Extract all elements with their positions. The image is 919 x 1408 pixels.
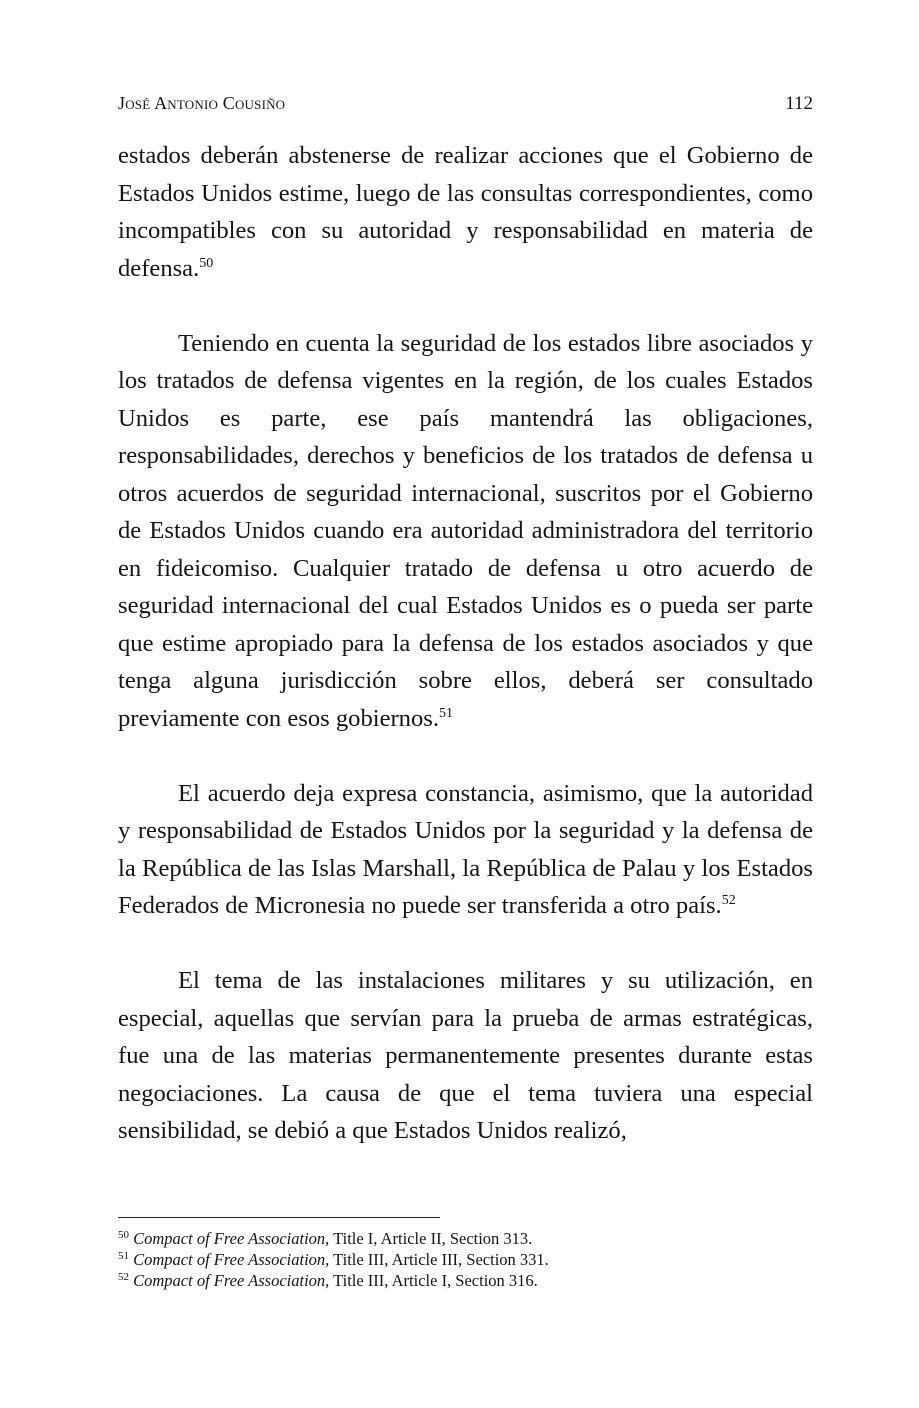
paragraph-text: estados deberán abstenerse de realizar acciones que el Gobierno de Estados Unidos estime, luego de las consultas correspondientes, como incompatibles con su autoridad y responsabilidad en materia de defensa. xyxy=(118,142,813,282)
footnote-source-title: Compact of Free Association, xyxy=(133,1271,330,1290)
paragraph xyxy=(118,137,813,287)
footnote xyxy=(118,1270,818,1291)
body-text xyxy=(118,137,813,1150)
footnote-source-title: Compact of Free Association, xyxy=(133,1250,330,1269)
paragraph-text: El tema de las instalaciones militares y su utilización, en especial, aquellas que servían para la prueba de armas estratégicas, fue una de las materias permanentemente presentes durante estas negociaciones. La causa de que el tema tuviera una especial sensibilidad, se debió a que Estados Unidos realizó, xyxy=(118,967,813,1144)
footnote-number: 50 xyxy=(118,1229,129,1241)
paragraph xyxy=(118,962,813,1150)
footnote-citation: Title III, Article I, Section 316. xyxy=(329,1271,538,1290)
footnote xyxy=(118,1228,818,1249)
page-number: 112 xyxy=(785,93,813,114)
footnote-separator xyxy=(118,1217,440,1218)
paragraph-text: Teniendo en cuenta la seguridad de los estados libre asociados y los tratados de defensa vigentes en la región, de los cuales Estados Unidos es parte, ese país mantendrá las obligaciones, responsabilidades, derechos y beneficios de los tratados de defensa u otros acuerdos de seguridad internacional, suscritos por el Gobierno de Estados Unidos cuando era autoridad administradora del territorio en fideicomiso. Cualquier tratado de defensa u otro acuerdo de seguridad internacional del cual Estados Unidos es o pueda ser parte que estime apropiado para la defensa de los estados asociados y que tenga alguna jurisdicción sobre ellos, deberá ser consultado previamente con esos gobiernos. xyxy=(118,329,813,732)
page-header xyxy=(118,93,813,123)
paragraph xyxy=(118,325,813,738)
footnote-ref: 51 xyxy=(439,705,453,721)
footnote-number: 52 xyxy=(118,1271,129,1283)
footnote-citation: Title I, Article II, Section 313. xyxy=(329,1229,533,1248)
paragraph-text: El acuerdo deja expresa constancia, asimismo, que la autoridad y responsabilidad de Estados Unidos por la seguridad y la defensa de la República de las Islas Marshall, la República de Palau y los Estados Federados de Micronesia no puede ser transferida a otro país. xyxy=(118,779,813,919)
footnote-number: 51 xyxy=(118,1250,129,1262)
footnote xyxy=(118,1249,818,1270)
footnotes xyxy=(118,1228,818,1291)
footnote-ref: 50 xyxy=(199,255,214,271)
running-head: José Antonio Cousiño xyxy=(118,93,286,113)
footnote-citation: Title III, Article III, Section 331. xyxy=(329,1250,549,1269)
footnote-source-title: Compact of Free Association, xyxy=(133,1229,330,1248)
paragraph xyxy=(118,775,813,925)
footnote-ref: 52 xyxy=(721,893,736,908)
